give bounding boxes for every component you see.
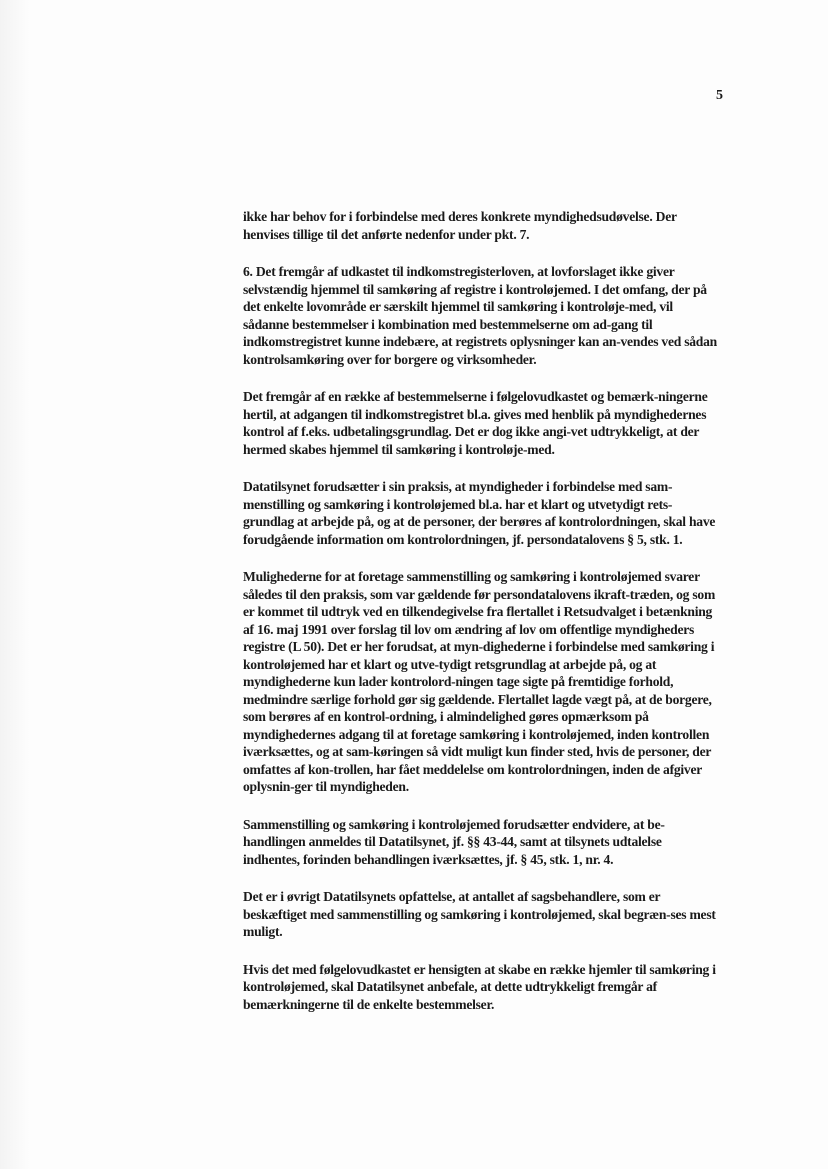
paragraph-1: ikke har behov for i forbindelse med deres konkrete myndighedsudøvelse. Der henvises tillige til det anførte nedenfor under pkt. 7. <box>243 209 677 242</box>
paragraph-6: Sammenstilling og samkøring i kontroløjemed forudsætter endvidere, at be-handlingen anmeldes til Datatilsynet, jf. §§ 43-44, samt at tilsynets udtalelse indhentes, forinden behandlingen iværksættes, jf. § 45, stk. 1, nr. 4. <box>243 816 665 867</box>
paragraph-5: Mulighederne for at foretage sammenstilling og samkøring i kontroløjemed svarer således til den praksis, som var gældende før persondatalovens ikraft-træden, og som er kommet til udtryk ved en tilkendegivelse fra flertallet i Retsudvalget i betænkning af 16. maj 1991 over forslag til lov om ændring af lov om offentlige myndigheders registre (L 50). Det er her forudsat, at myn-dighederne i forbindelse med samkøring i kontroløjemed har et klart og utve-tydigt retsgrundlag at arbejde på, og at myndighederne kun lader kontrolord-ningen tage sigte på fremtidige forhold, medmindre særlige forhold gør sig gældende. Flertallet lagde vægt på, at de borgere, som berøres af en kontrol-ordning, i almindelighed gøres opmærksom på myndighedernes adgang til at foretage samkøring i kontroløjemed, inden kontrollen iværksættes, og at sam-køringen så vidt muligt kun finder sted, hvis de personer, der omfattes af kon-trollen, har fået meddelelse om kontrolordningen, inden de afgiver oplysnin-ger til myndigheden. <box>243 569 716 794</box>
paragraph-7: Det er i øvrigt Datatilsynets opfattelse, at antallet af sagsbehandlere, som er beskæftiget med sammenstilling og samkøring i kontroløjemed, skal begræn-ses mest muligt. <box>243 889 716 939</box>
scan-edge-shadow <box>0 0 30 1169</box>
page-number: 5 <box>716 88 723 103</box>
paragraph-4: Datatilsynet forudsætter i sin praksis, at myndigheder i forbindelse med sam-menstilling og samkøring i kontroløjemed bl.a. har et klart og utvetydigt rets-grundlag at arbejde på, og at de personer, der berøres af kontrolordningen, skal have forudgående information om kontrolordningen, jf. persondatalovens § 5, stk. 1. <box>243 479 716 547</box>
paragraph-2: 6. Det fremgår af udkastet til indkomstregisterloven, at lovforslaget ikke giver selvstændig hjemmel til samkøring af registre i kontroløjemed. I det omfang, der på det enkelte lovområde er særskilt hjemmel til samkøring i kontroløje-med, vil sådanne bestemmelser i kombination med bestemmelserne om ad-gang til indkomstregistret kunne indebære, at registrets oplysninger kan an-vendes ved sådan kontrolsamkøring over for borgere og virksomheder. <box>243 264 717 367</box>
paragraph-8: Hvis det med følgelovudkastet er hensigten at skabe en række hjemler til samkøring i kontroløjemed, skal Datatilsynet anbefale, at dette udtrykkeligt fremgår af bemærkningerne til de enkelte bestemmelser. <box>243 961 716 1012</box>
document-body <box>243 208 721 1033</box>
paragraph-3: Det fremgår af en række af bestemmelserne i følgelovudkastet og bemærk-ningerne hertil, at adgangen til indkomstregistret bl.a. gives med henblik på myndighedernes kontrol af f.eks. udbetalingsgrundlag. Det er dog ikke angi-vet udtrykkeligt, at der hermed skabes hjemmel til samkøring i kontroløje-med. <box>243 389 708 457</box>
